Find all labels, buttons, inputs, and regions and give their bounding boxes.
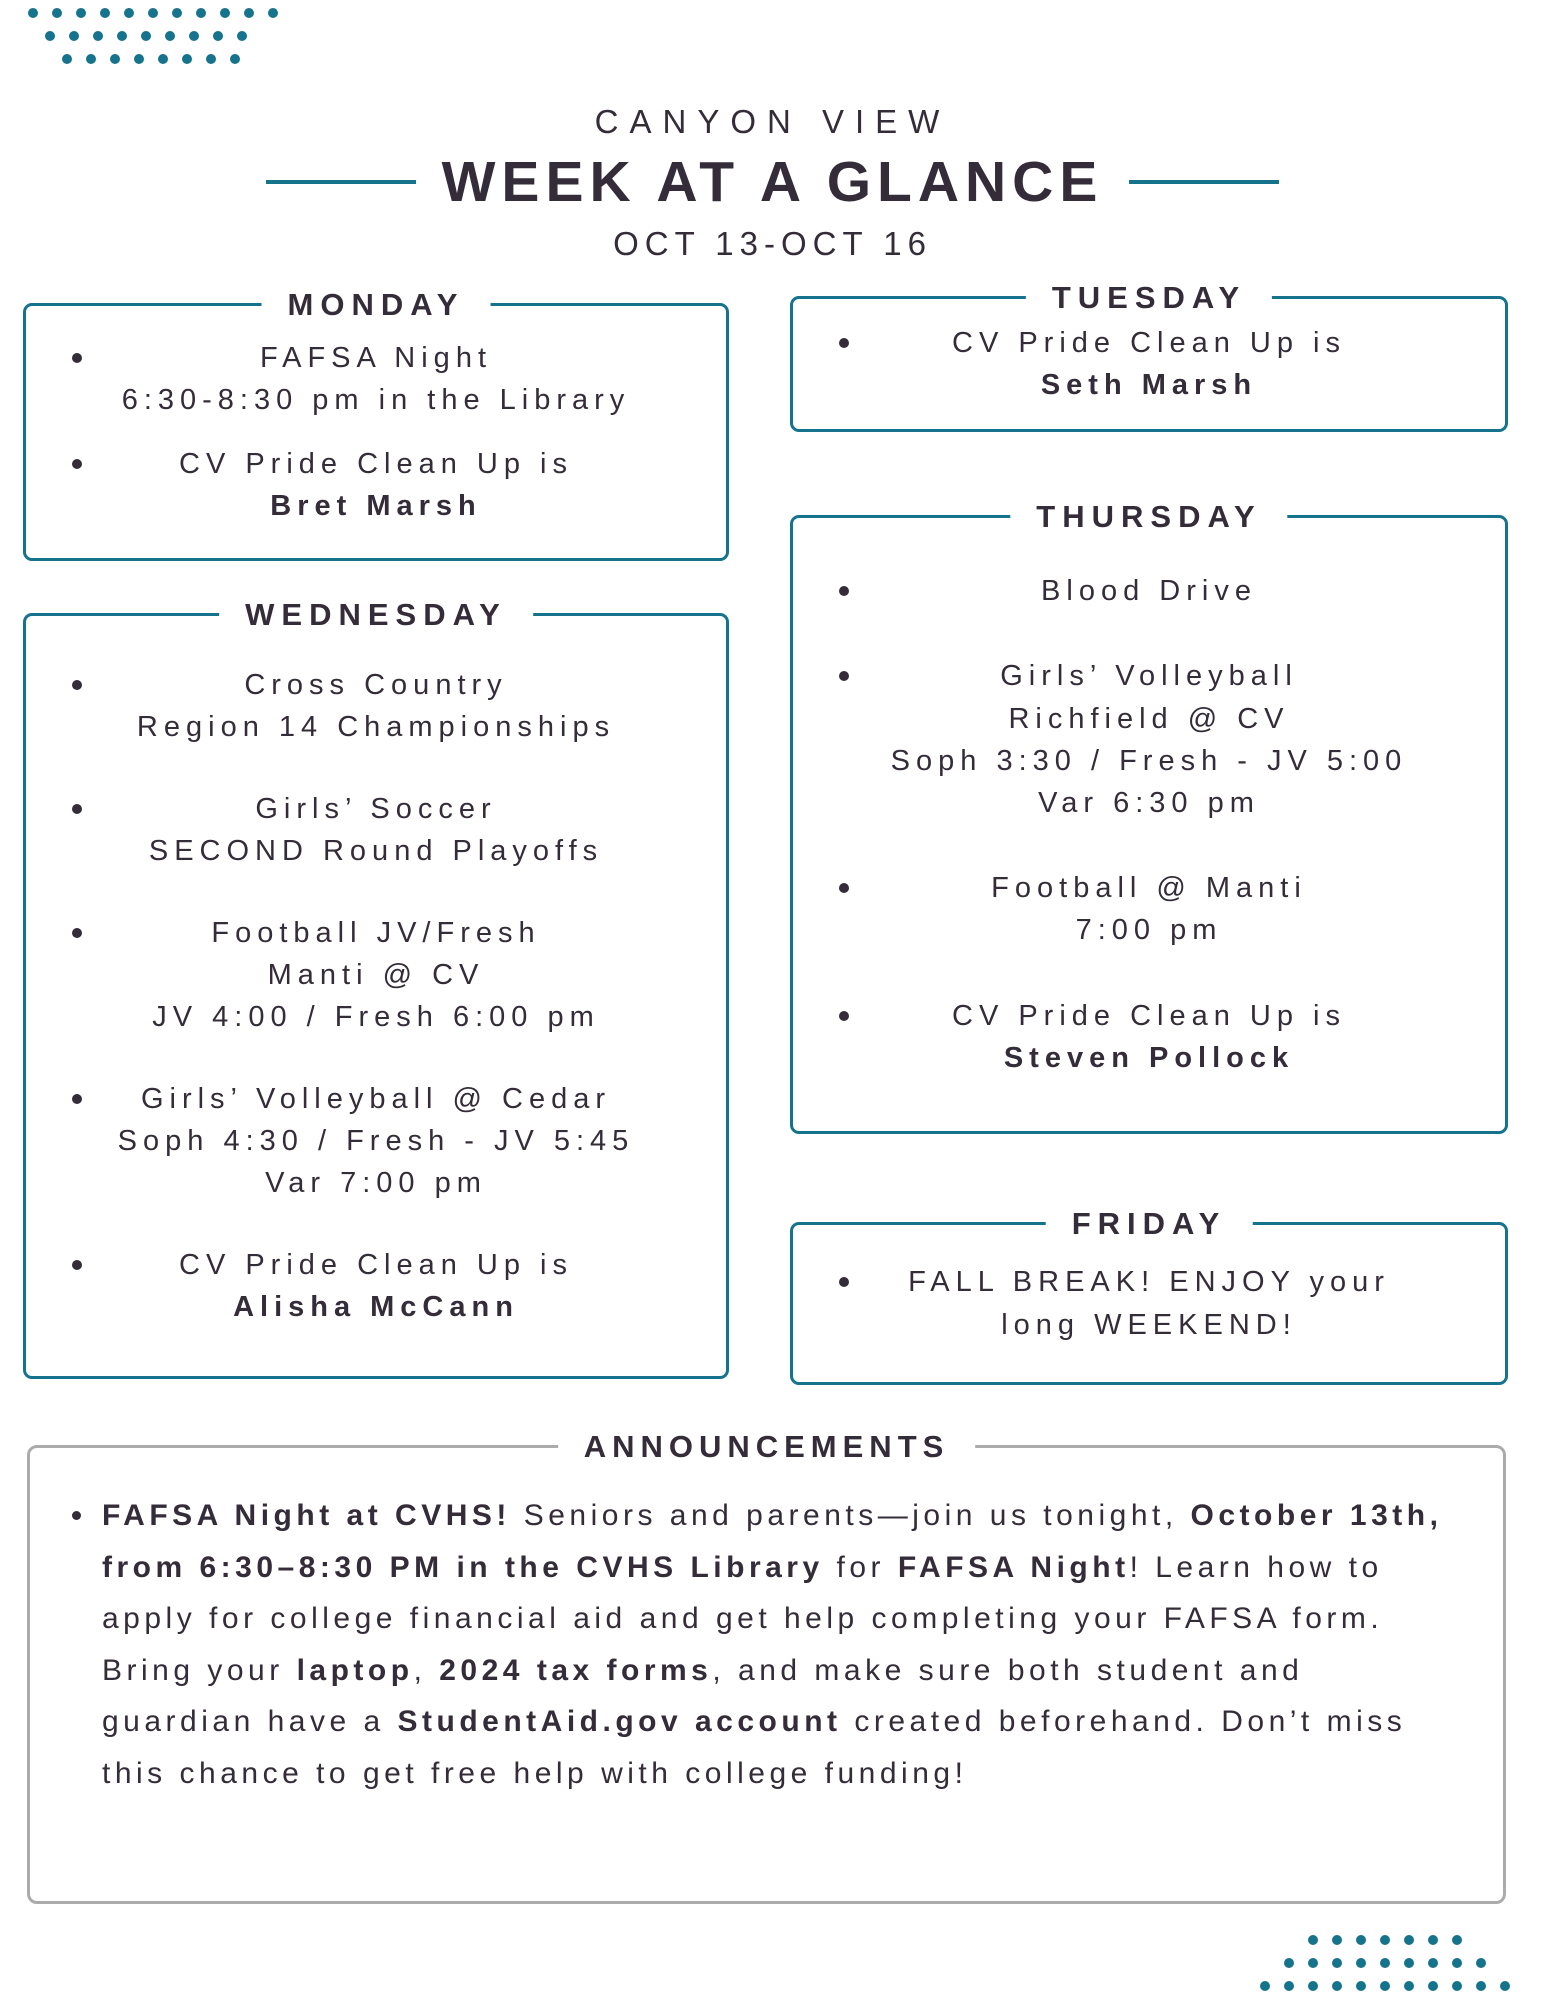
event-line: CV Pride Clean Up is <box>179 1249 573 1281</box>
event-line: Alisha McCann <box>233 1291 519 1324</box>
title-row <box>0 149 1545 215</box>
bullet-dot <box>72 804 82 814</box>
event-line: Manti @ CV <box>267 958 485 991</box>
event-line: CV Pride Clean Up is <box>179 448 573 481</box>
date-range: OCT 13-OCT 16 <box>613 225 932 262</box>
event-line: Bret Marsh <box>270 490 482 523</box>
event-line: Soph 3:30 / Fresh - JV 5:00 <box>890 744 1408 777</box>
event-line: Region 14 Championships <box>136 710 616 743</box>
announcements-box <box>27 1429 1506 1904</box>
day-box-thursday <box>790 499 1508 1134</box>
bullet-dot <box>72 680 82 690</box>
announcements-title: ANNOUNCEMENTS <box>558 1426 976 1468</box>
day-events-thursday <box>807 526 1491 1123</box>
event-line: Football JV/Fresh <box>211 916 541 949</box>
event-line: FAFSA Night <box>259 341 492 374</box>
event <box>40 443 712 527</box>
dot-row <box>62 54 240 64</box>
day-box-friday <box>790 1206 1508 1385</box>
bullet-dot <box>72 1511 81 1520</box>
dot-row <box>45 31 247 41</box>
day-title-thursday: THURSDAY <box>1010 496 1287 538</box>
event <box>807 995 1491 1079</box>
bullet-dot <box>839 586 849 596</box>
day-box-monday <box>23 287 729 561</box>
bullet-dot <box>72 1260 82 1270</box>
event <box>807 867 1491 951</box>
day-box-wednesday <box>23 597 729 1379</box>
event-line: Var 7:00 pm <box>265 1167 487 1200</box>
event-line: Girls’ Volleyball @ Cedar <box>140 1082 612 1115</box>
event-line: Var 6:30 pm <box>1038 786 1260 819</box>
event-line: SECOND Round Playoffs <box>148 834 604 867</box>
event-line: 7:00 pm <box>1075 914 1223 947</box>
bullet-dot <box>72 1094 82 1104</box>
event-line: Richfield @ CV <box>1008 702 1290 735</box>
event-line: Blood Drive <box>1041 574 1257 607</box>
event <box>40 912 712 1038</box>
title-line-right <box>1129 180 1279 184</box>
event-line: Steven Pollock <box>1003 1042 1295 1075</box>
dot-grid-top-left <box>28 8 278 64</box>
day-events-monday <box>40 314 712 550</box>
event <box>40 337 712 421</box>
school-name: CANYON VIEW <box>594 103 951 140</box>
dot-row <box>1284 1958 1486 1968</box>
dot-grid-bottom-right <box>1260 1935 1510 1991</box>
announcements-body <box>60 1490 1461 1800</box>
event <box>807 655 1491 823</box>
event-line: long WEEKEND! <box>1001 1308 1297 1341</box>
event-line: FALL BREAK! ENJOY your <box>908 1266 1390 1299</box>
event-line: Cross Country <box>244 668 508 701</box>
event <box>807 1261 1491 1345</box>
dot-row <box>28 8 278 18</box>
event-line: Football @ Manti <box>991 872 1307 905</box>
dot-row <box>1308 1935 1462 1945</box>
day-title-wednesday: WEDNESDAY <box>219 594 533 636</box>
header <box>0 103 1545 263</box>
event-line: Seth Marsh <box>1040 369 1258 401</box>
event-line: JV 4:00 / Fresh 6:00 pm <box>152 1001 600 1033</box>
dot-row <box>1260 1981 1510 1991</box>
event-line: 6:30-8:30 pm in the Library <box>121 383 631 416</box>
event-line: Girls’ Volleyball <box>1000 660 1298 693</box>
bullet-dot <box>72 928 82 938</box>
day-box-tuesday <box>790 280 1508 432</box>
day-events-friday <box>807 1233 1491 1374</box>
page-title: WEEK AT A GLANCE <box>441 150 1104 214</box>
bullet-dot <box>839 338 849 348</box>
event-line: Soph 4:30 / Fresh - JV 5:45 <box>117 1125 635 1157</box>
event <box>40 1244 712 1328</box>
event-line: CV Pride Clean Up is <box>952 1000 1346 1033</box>
event <box>807 322 1491 406</box>
day-title-friday: FRIDAY <box>1046 1203 1253 1245</box>
day-events-wednesday <box>40 624 712 1368</box>
event <box>40 788 712 872</box>
event <box>40 664 712 748</box>
day-title-tuesday: TUESDAY <box>1026 277 1272 319</box>
event-line: CV Pride Clean Up is <box>952 326 1346 359</box>
title-line-left <box>266 180 416 184</box>
event <box>807 570 1491 612</box>
bullet-dot <box>72 353 82 363</box>
event-line: Girls’ Soccer <box>255 792 497 825</box>
day-events-tuesday <box>807 307 1491 421</box>
day-title-monday: MONDAY <box>262 284 491 326</box>
event <box>40 1078 712 1204</box>
announcement-item: FAFSA Night at CVHS! Seniors and parents—join us tonight, October 13th, from 6:30–8:30 PM in the CVHS Library for FAFSA Night! Learn how to apply for college financial aid and get help completing your FAFSA form. Bring your laptop, 2024 tax forms, and make sure both student and guardian have a StudentAid.gov account created beforehand. Don’t miss this chance to get free help with college funding! <box>60 1490 1461 1800</box>
